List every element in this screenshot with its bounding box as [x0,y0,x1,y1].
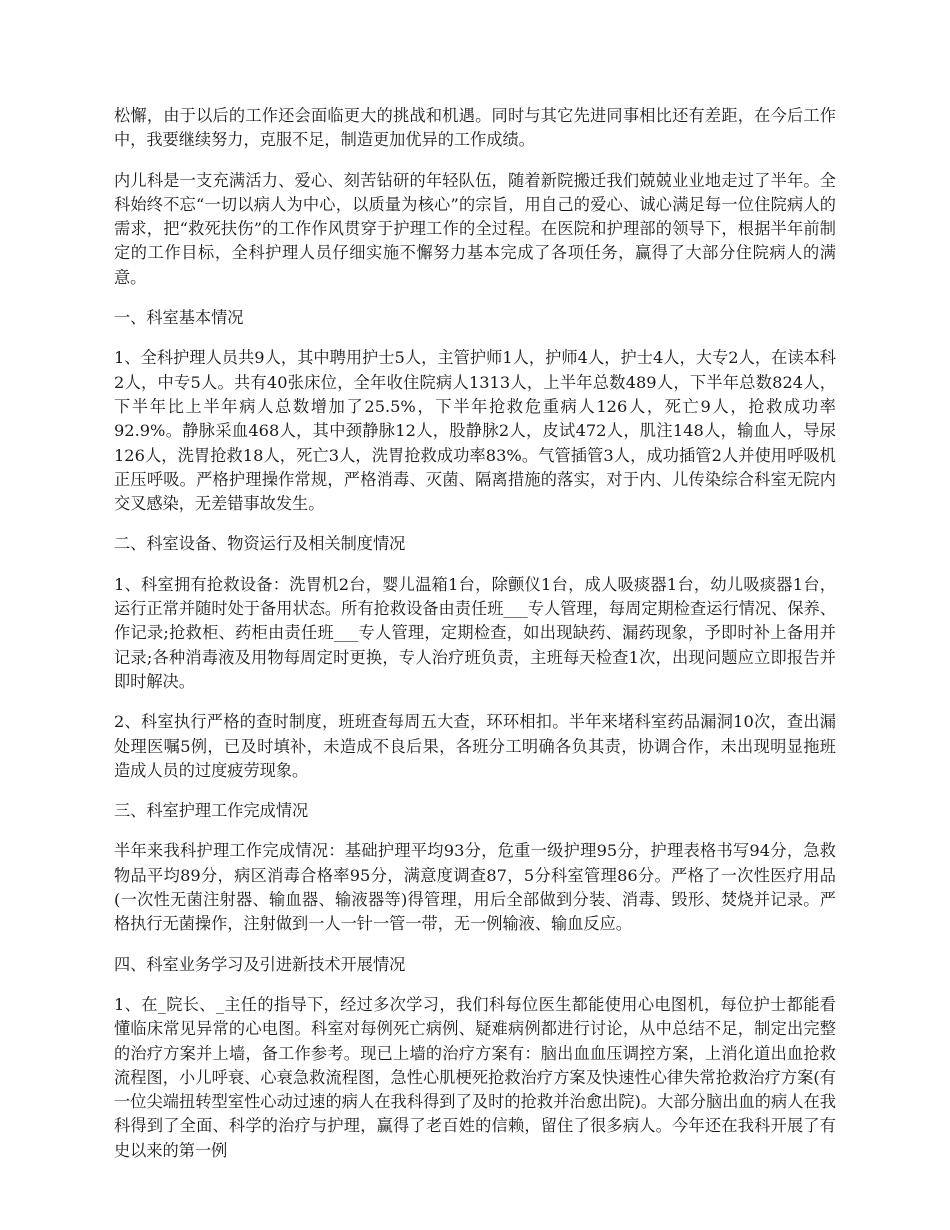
section-heading-equipment: 二、科室设备、物资运行及相关制度情况 [114,534,406,554]
paragraph-equipment: 1、科室拥有抢救设备：洗胃机2台，婴儿温箱1台，除颤仪1台，成人吸痰器1台，幼儿吸痰器1台，运行正常并随时处于备用状态。所有抢救设备由责任班___专人管理，每周定期检查运行情况、保养、作记录;抢救柜、药柜由责任班___专人管理，定期检查，如出现缺药、漏药现象，予即时补上备用并记录;各种消毒液及用物每周定时更换，专人治疗班负责，主班每天检查1次，出现问题应立即报告并即时解决。 [114,574,836,691]
paragraph-check-system: 2、科室执行严格的查时制度，班班查每周五大查，环环相扣。半年来堵科室药品漏洞10次，查出漏处理医嘱5例，已及时填补，未造成不良后果，各班分工明确各负其责，协调合作，未出现明显拖班造成人员的过度疲劳现象。 [114,712,836,780]
section-heading-basic-info: 一、科室基本情况 [114,308,244,328]
document-page [114,104,836,1179]
paragraph-nursing-scores: 半年来我科护理工作完成情况：基础护理平均93分，危重一级护理95分，护理表格书写94分，急救物品平均89分，病区消毒合格率95分，满意度调查87，5分科室管理86分。严格了一次性医疗用品(一次性无菌注射器、输血器、输液器等)得管理，用后全部做到分装、消毒、毁形、焚烧并记录。严格执行无菌操作，注射做到一人一针一管一带，无一例输液、输血反应。 [114,841,836,934]
paragraph-study-new-tech: 1、在_院长、_主任的指导下，经过多次学习，我们科每位医生都能使用心电图机，每位护士都能看懂临床常见异常的心电图。科室对每例死亡病例、疑难病例都进行讨论，从中总结不足，制定出完整的治疗方案并上墙，备工作参考。现已上墙的治疗方案有：脑出血血压调控方案，上消化道出血抢救流程图，小儿呼衰、心衰急救流程图，急性心肌梗死抢救治疗方案及快速性心律失常抢救治疗方案(有一位尖端扭转型室性心动过速的病人在我科得到了及时的抢救并治愈出院)。大部分脑出血的病人在我科得到了全面、科学的治疗与护理，赢得了老百姓的信赖，留住了很多病人。今年还在我科开展了有史以来的第一例 [114,994,836,1160]
section-heading-nursing-work: 三、科室护理工作完成情况 [114,801,309,821]
paragraph-staff-statistics: 1、全科护理人员共9人，其中聘用护士5人，主管护师1人，护师4人，护士4人，大专2人，在读本科2人，中专5人。共有40张床位，全年收住院病人1313人，上半年总数489人，下半年总数824人，下半年比上半年病人总数增加了25.5%，下半年抢救危重病人126人，死亡9人，抢救成功率92.9%。静脉采血468人，其中颈静脉12人，股静脉2人，皮试472人，肌注148人，输血人，导尿126人，洗胃抢救18人，死亡3人，洗胃抢救成功率83%。气管插管3人，成功插管2人并使用呼吸机正压呼吸。严格护理操作常规，严格消毒、灭菌、隔离措施的落实，对于内、儿传染综合科室无院内交叉感染，无差错事故发生。 [114,348,836,514]
section-heading-study-new-tech: 四、科室业务学习及引进新技术开展情况 [114,954,406,974]
paragraph-intro: 内儿科是一支充满活力、爱心、刻苦钻研的年轻队伍，随着新院搬迁我们兢兢业业地走过了半年。全科始终不忘“一切以病人为中心，以质量为核心”的宗旨，用自己的爱心、诚心满足每一位住院病人的需求，把“救死扶伤”的工作作风贯穿于护理工作的全过程。在医院和护理部的领导下，根据半年前制定的工作目标，全科护理人员仔细实施不懈努力基本完成了各项任务，赢得了大部分住院病人的满意。 [114,170,836,287]
paragraph-closing-remarks: 松懈，由于以后的工作还会面临更大的挑战和机遇。同时与其它先进同事相比还有差距，在今后工作中，我要继续努力，克服不足，制造更加优异的工作成绩。 [114,106,836,150]
